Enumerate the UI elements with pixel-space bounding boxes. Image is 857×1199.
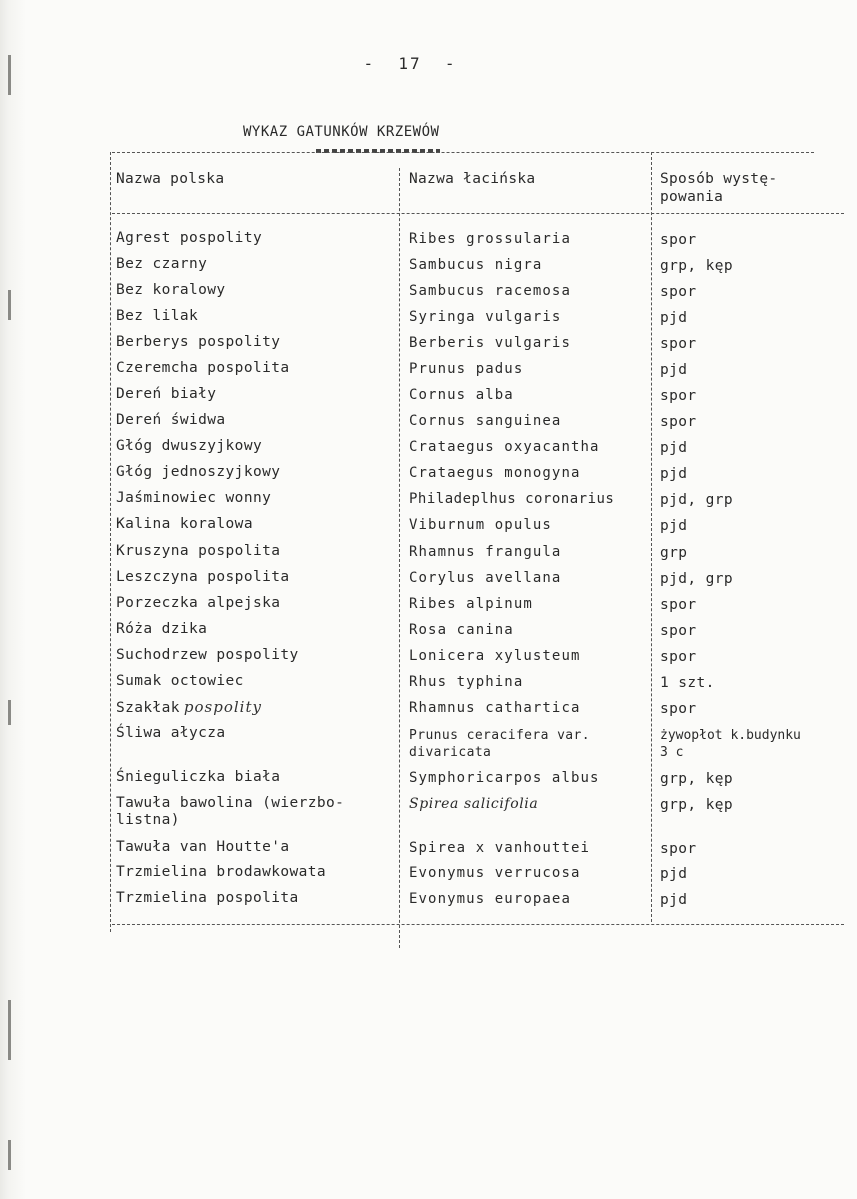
cell-polish: Bez koralowy (116, 282, 226, 298)
cell-occurrence: spor (660, 841, 697, 857)
cell-occurrence: grp, kęp (660, 771, 734, 787)
cell-occurrence: spor (660, 597, 697, 613)
cell-polish (116, 699, 262, 717)
cell-latin: Evonymus europaea (409, 891, 571, 907)
cell-occurrence: pjd (660, 466, 688, 482)
scan-binding-edge (0, 0, 26, 1199)
cell-polish: Dereń biały (116, 386, 217, 402)
cell-occurrence: pjd, grp (660, 492, 734, 508)
cell-latin: Rhamnus cathartica (409, 700, 581, 716)
cell-polish-typed: Szakłak (116, 700, 180, 716)
cell-latin: Spirea x vanhouttei (409, 840, 591, 856)
cell-polish: Suchodrzew pospolity (116, 647, 299, 663)
cell-latin: Spirea salicifolia (409, 796, 539, 812)
cell-occurrence: spor (660, 649, 697, 665)
cell-latin: Evonymus verrucosa (409, 865, 581, 881)
cell-latin: Cornus alba (409, 387, 514, 403)
cell-latin: Viburnum opulus (409, 517, 552, 533)
binding-mark (8, 290, 11, 320)
cell-latin: Prunus padus (409, 361, 524, 377)
cell-polish: Porzeczka alpejska (116, 595, 281, 611)
cell-latin: Ribes grossularia (409, 231, 571, 247)
cell-occurrence: pjd, grp (660, 571, 734, 587)
cell-occurrence: grp, kęp (660, 258, 734, 274)
cell-occurrence: spor (660, 284, 697, 300)
cell-occurrence: 1 szt. (660, 675, 715, 691)
cell-occurrence: spor (660, 623, 697, 639)
cell-occurrence: żywopłot k.budynku 3 c (660, 728, 801, 760)
cell-latin: Sambucus nigra (409, 257, 543, 273)
middle-column-rule (399, 168, 400, 948)
header-rule (112, 213, 844, 214)
cell-polish: Głóg jednoszyjkowy (116, 464, 281, 480)
cell-polish: Jaśminowiec wonny (116, 490, 272, 506)
cell-latin: Sambucus racemosa (409, 283, 571, 299)
cell-polish: Dereń świdwa (116, 412, 226, 428)
cell-polish: Agrest pospolity (116, 230, 263, 246)
cell-occurrence: pjd (660, 362, 688, 378)
cell-occurrence: spor (660, 388, 697, 404)
cell-polish: Leszczyna pospolita (116, 569, 290, 585)
cell-polish: Bez czarny (116, 256, 208, 272)
binding-mark (8, 1140, 11, 1170)
page-number: - 17 - (363, 54, 457, 73)
cell-occurrence: spor (660, 701, 697, 717)
cell-latin: Lonicera xylusteum (409, 648, 581, 664)
binding-mark (8, 55, 11, 95)
cell-polish: Głóg dwuszyjkowy (116, 438, 263, 454)
cell-occurrence: pjd (660, 866, 688, 882)
cell-occurrence: pjd (660, 440, 688, 456)
cell-polish: Trzmielina brodawkowata (116, 864, 326, 880)
cell-polish: Kruszyna pospolita (116, 543, 281, 559)
header-latin-name: Nazwa łacińska (409, 171, 536, 187)
cell-polish: Bez lilak (116, 308, 199, 324)
left-column-rule (110, 152, 111, 932)
cell-polish: Trzmielina pospolita (116, 890, 299, 906)
handwritten-annotation: pospolity (183, 698, 262, 716)
cell-occurrence: pjd (660, 892, 688, 908)
cell-latin: Prunus ceracifera var. divaricata (409, 728, 590, 760)
cell-latin: Cornus sanguinea (409, 413, 562, 429)
cell-polish: Sumak octowiec (116, 673, 244, 689)
cell-polish: Tawuła van Houtte'a (116, 839, 290, 855)
right-column-rule (651, 152, 652, 922)
cell-latin: Symphoricarpos albus (409, 770, 600, 786)
cell-latin: Syringa vulgaris (409, 309, 562, 325)
cell-polish: Śliwa ałycza (116, 725, 226, 741)
cell-occurrence: spor (660, 336, 697, 352)
cell-polish: Czeremcha pospolita (116, 360, 290, 376)
cell-latin: Crataegus monogyna (409, 465, 581, 481)
cell-latin: Ribes alpinum (409, 596, 533, 612)
binding-mark (8, 700, 11, 725)
cell-latin: Rhamnus frangula (409, 544, 562, 560)
table-bottom-rule (112, 924, 844, 925)
cell-latin: Berberis vulgaris (409, 335, 571, 351)
cell-polish: Róża dzika (116, 621, 208, 637)
cell-occurrence: pjd (660, 310, 688, 326)
cell-polish: Kalina koralowa (116, 516, 253, 532)
binding-mark (8, 1000, 11, 1060)
cell-occurrence: spor (660, 414, 697, 430)
cell-occurrence: spor (660, 232, 697, 248)
document-title: WYKAZ GATUNKÓW KRZEWÓW (243, 124, 440, 140)
header-occurrence: Sposób wystę- powania (660, 171, 778, 205)
cell-latin: Rosa canina (409, 622, 514, 638)
table-top-rule (112, 152, 814, 153)
cell-latin: Philadeplhus coronarius (409, 491, 615, 507)
cell-latin: Crataegus oxyacantha (409, 439, 600, 455)
cell-polish: Berberys pospolity (116, 334, 281, 350)
cell-polish: Tawuła bawolina (wierzbo- listna) (116, 795, 345, 828)
cell-latin: Rhus typhina (409, 674, 524, 690)
cell-occurrence: pjd (660, 518, 688, 534)
cell-polish: Śnieguliczka biała (116, 769, 281, 785)
header-polish-name: Nazwa polska (116, 171, 225, 187)
cell-occurrence: grp, kęp (660, 797, 734, 813)
cell-occurrence: grp (660, 545, 688, 561)
cell-latin: Corylus avellana (409, 570, 562, 586)
